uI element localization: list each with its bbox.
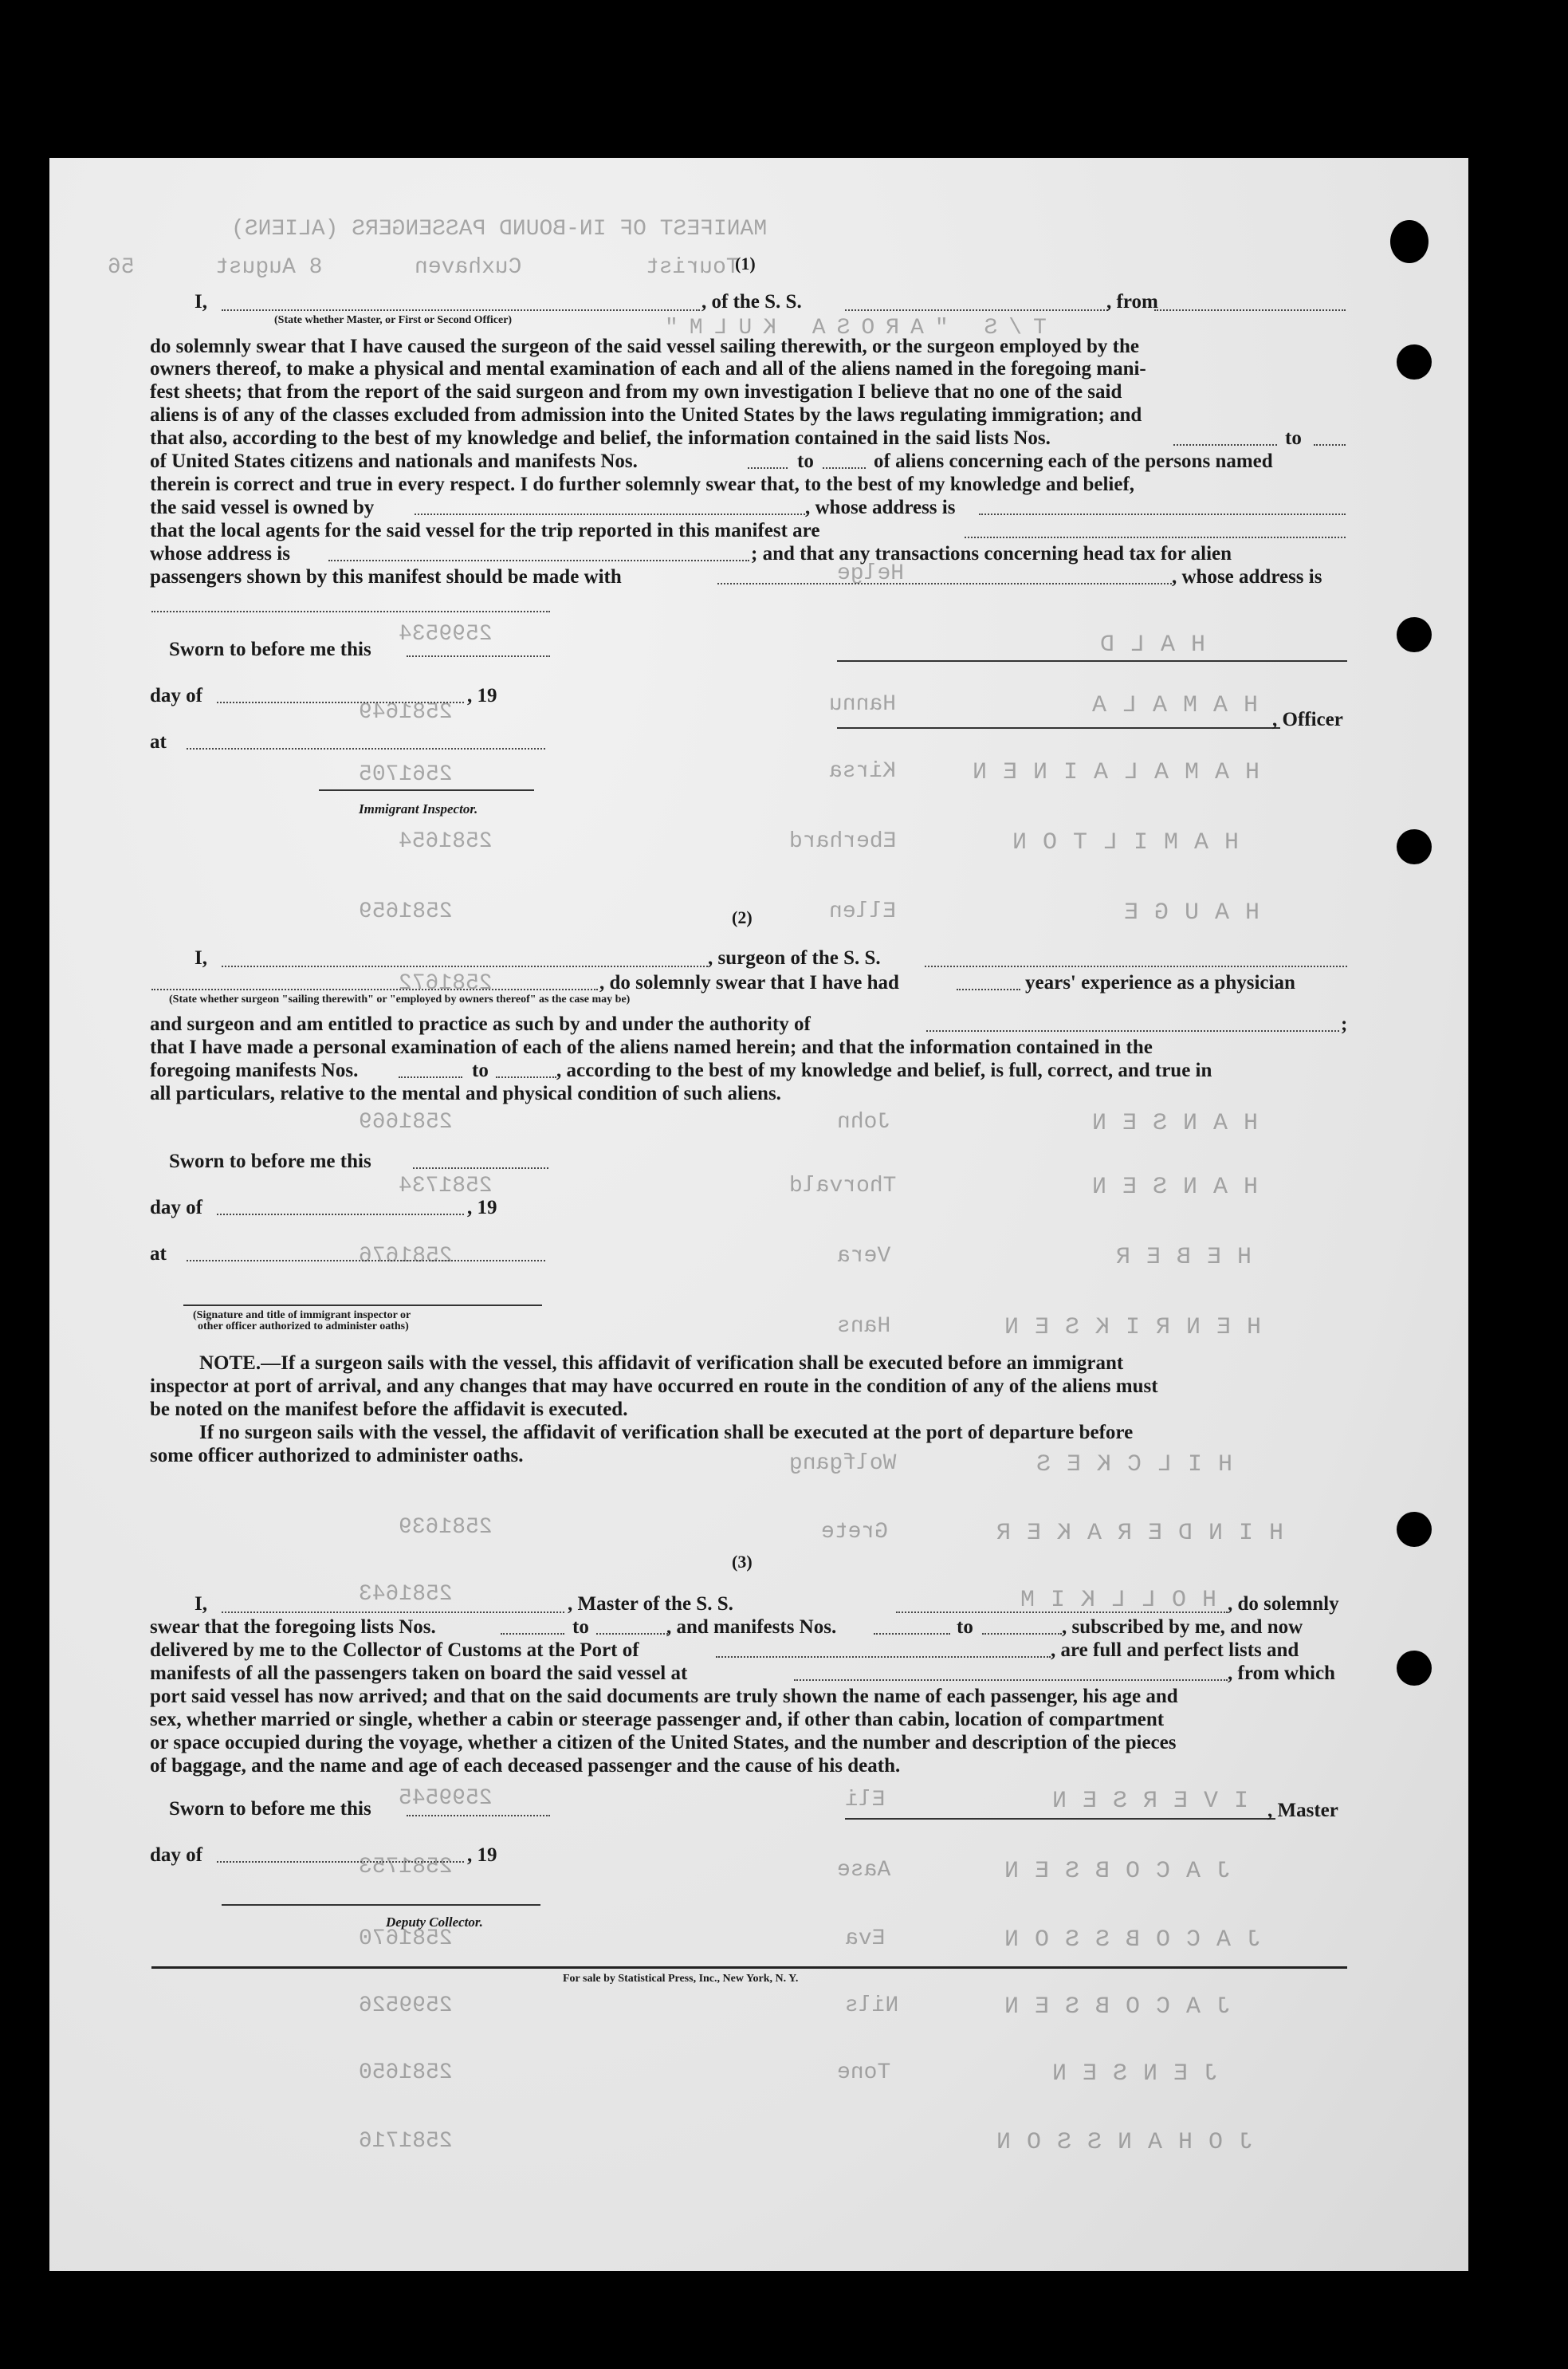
section-2-i: I, <box>195 947 207 969</box>
surgeon-line: and surgeon and am entitled to practice as such by and under the authority of <box>150 1013 811 1035</box>
show-through-given: John <box>837 1110 891 1135</box>
to-label: to <box>572 1616 589 1638</box>
oath-line: that the local agents for the said vessel for the trip reported in this manifest are <box>150 520 820 541</box>
of-ss-label: , of the S. S. <box>701 291 802 313</box>
year-label: , 19 <box>467 1197 497 1218</box>
show-through-given: Thorvald <box>789 1174 897 1198</box>
note-text: NOTE.—If a surgeon sails with the vessel, this affidavit of verification shall be executed before an immigrant <box>199 1352 1124 1374</box>
show-through-surname: JOHANSSON <box>980 2129 1254 2156</box>
show-through-surname: HALD <box>1084 632 1206 659</box>
according-text: , according to the best of my knowledge and belief, is full, correct, and true in <box>556 1060 1212 1081</box>
master-lists-from-field[interactable] <box>501 1633 564 1635</box>
show-through-header: MANIFEST OF IN-BOUND PASSENGERS (ALIENS) <box>231 217 768 242</box>
binder-hole <box>1397 617 1432 652</box>
at-label: at <box>150 1243 167 1265</box>
section-1-i: I, <box>195 291 207 313</box>
surgeon-name-field[interactable] <box>222 966 708 967</box>
show-through-number: 2581643 <box>359 1582 453 1607</box>
head-tax-text: ; and that any transactions concerning head tax for alien <box>751 543 1232 565</box>
surgeon-line: that I have made a personal examination of each of the aliens named herein; and that the information contained in the <box>150 1037 1153 1058</box>
officer-signature-line <box>837 660 1347 662</box>
note-text: inspector at port of arrival, and any changes that may have occurred en route in the condition of any of the aliens must <box>150 1375 1158 1397</box>
show-through-header: T/S "AROSA KULM" <box>654 316 1047 340</box>
full-lists-text: , are full and perfect lists and <box>1051 1639 1299 1661</box>
footer-rule <box>151 1966 1347 1969</box>
section-2-number: (2) <box>732 907 753 927</box>
show-through-given: Eva <box>845 1926 886 1951</box>
master-manifests-from-field[interactable] <box>874 1633 950 1635</box>
collector-caption: Deputy Collector. <box>386 1914 483 1930</box>
show-through-header: 56 <box>108 255 135 280</box>
do-swear-text: , do solemnly swear that I have had <box>599 972 899 994</box>
show-through-given: Kirsa <box>829 759 897 784</box>
lists-nos-to-field[interactable] <box>1314 444 1346 446</box>
show-through-surname: JACOBSEN <box>988 1993 1232 2021</box>
at-label: at <box>150 731 167 753</box>
day-of-field[interactable] <box>217 1861 464 1863</box>
from-label: , from <box>1106 291 1158 313</box>
binder-hole <box>1397 344 1432 380</box>
show-through-surname: HAMALAINEN <box>957 759 1260 786</box>
oath-line: passengers shown by this manifest should be made with <box>150 566 622 588</box>
show-through-surname: HANSEN <box>1076 1110 1259 1137</box>
master-manifests-to-field[interactable] <box>982 1633 1062 1635</box>
oath-line: the said vessel is owned by <box>150 497 375 518</box>
sworn-label: Sworn to before me this <box>169 1151 371 1172</box>
show-through-surname: HENRIKSEN <box>988 1314 1262 1341</box>
whose-address-label: , whose address is <box>805 497 956 518</box>
sworn-date-field[interactable] <box>407 655 550 657</box>
master-of-ss-label: , Master of the S. S. <box>568 1593 733 1615</box>
surgeon-line: foregoing manifests Nos. <box>150 1060 359 1081</box>
sworn-label: Sworn to before me this <box>169 1798 371 1820</box>
manifests-nos-from-field[interactable] <box>748 467 788 469</box>
section-3-i: I, <box>195 1593 207 1615</box>
show-through-given: Eberhard <box>789 829 897 854</box>
binder-hole <box>1390 220 1428 263</box>
show-through-given: Aase <box>837 1858 891 1883</box>
master-signature-line <box>845 1818 1275 1820</box>
surgeon-of-ss-label: , surgeon of the S. S. <box>708 947 881 969</box>
show-through-surname: HEBER <box>1100 1244 1252 1271</box>
collector-port-field[interactable] <box>716 1656 1051 1658</box>
note-text: some officer authorized to administer oaths. <box>150 1445 524 1466</box>
show-through-number: 2581649 <box>359 700 453 725</box>
to-label: to <box>797 451 814 472</box>
at-place-field[interactable] <box>187 748 545 750</box>
signature-caption: other officer authorized to administer oaths) <box>198 1320 409 1332</box>
show-through-given: Ellen <box>829 899 897 924</box>
oath-line: do solemnly swear that I have caused the surgeon of the said vessel sailing therewith, or the surgeon employed by the <box>150 336 1139 357</box>
oath-line: owners thereof, to make a physical and mental examination of each and all of the aliens named in the foregoing mani- <box>150 358 1146 380</box>
whose-address-label: , whose address is <box>1172 566 1322 588</box>
embark-port-field[interactable] <box>794 1679 1228 1681</box>
sworn-date-field[interactable] <box>407 1815 550 1816</box>
section-1-number: (1) <box>735 254 756 273</box>
show-through-surname: HAMALA <box>1076 692 1259 719</box>
show-through-number: 2581639 <box>399 1515 493 1540</box>
day-of-label: day of <box>150 1197 202 1218</box>
agents-field[interactable] <box>965 537 1346 538</box>
to-label: to <box>1285 427 1302 449</box>
show-through-surname: HAUGE <box>1108 899 1260 927</box>
day-of-label: day of <box>150 1844 202 1866</box>
show-through-number: 2581654 <box>399 829 493 854</box>
oath-line: fest sheets; that from the report of the said surgeon and from my own investigation I believe that no one of the said <box>150 381 1122 403</box>
subscribed-text: , subscribed by me, and now <box>1062 1616 1303 1638</box>
year-label: , 19 <box>467 685 497 706</box>
show-through-number: 2561705 <box>359 762 453 787</box>
inspector-caption: Immigrant Inspector. <box>359 801 478 817</box>
show-through-header: Cuxhaven <box>415 255 522 280</box>
oath-line: therein is correct and true in every respect. I do further solemnly swear that, to the best of my knowledge and belief, <box>150 474 1135 495</box>
oath-line: that also, according to the best of my knowledge and belief, the information contained in the said lists Nos. <box>150 427 1051 449</box>
show-through-given: Nils <box>845 1993 899 2018</box>
owner-address-field[interactable] <box>979 514 1346 515</box>
binder-hole <box>1397 1651 1432 1686</box>
to-label: to <box>957 1616 973 1638</box>
show-through-header: 8 August <box>215 255 323 280</box>
years-text: years' experience as a physician <box>1025 972 1295 994</box>
master-line: port said vessel has now arrived; and that on the said documents are truly shown the name of each passenger, his age and <box>150 1686 1178 1707</box>
show-through-number: 2581716 <box>359 2129 453 2154</box>
show-through-given: Tone <box>837 2060 891 2085</box>
of-aliens-text: of aliens concerning each of the persons named <box>874 451 1273 472</box>
note-text: be noted on the manifest before the affidavit is executed. <box>150 1399 628 1420</box>
sworn-label: Sworn to before me this <box>169 639 371 660</box>
signature-caption: (Signature and title of immigrant inspector or <box>193 1309 411 1321</box>
head-tax-party-field[interactable] <box>717 583 1172 584</box>
show-through-number: 2581734 <box>399 1174 493 1198</box>
show-through-given: Hans <box>837 1314 891 1339</box>
show-through-number: 2581669 <box>359 1110 453 1135</box>
day-of-field[interactable] <box>217 1214 464 1215</box>
oath-line: of United States citizens and nationals and manifests Nos. <box>150 451 638 472</box>
surgeon-ship-field[interactable] <box>925 966 1347 967</box>
binder-hole <box>1397 829 1432 864</box>
master-name-field[interactable] <box>222 1611 564 1613</box>
authority-field[interactable] <box>926 1030 1339 1032</box>
show-through-given: Eli <box>845 1788 886 1812</box>
master-label: , Master <box>1267 1800 1338 1821</box>
master-line: delivered by me to the Collector of Customs at the Port of <box>150 1639 639 1661</box>
oath-line: whose address is <box>150 543 290 565</box>
master-line: of baggage, and the name and age of each deceased passenger and the cause of his death. <box>150 1755 901 1777</box>
master-line: or space occupied during the voyage, whether a citizen of the United States, and the number and description of the pieces <box>150 1732 1177 1753</box>
master-ship-field[interactable] <box>896 1611 1228 1613</box>
show-through-header: Tourist <box>646 255 740 280</box>
show-through-surname: JACOBSSON <box>988 1926 1262 1954</box>
show-through-number: 2581650 <box>359 2060 453 2085</box>
show-through-given: Wolfgang <box>789 1451 897 1476</box>
lists-nos-from-field[interactable] <box>1173 444 1277 446</box>
ship-name-field[interactable] <box>845 309 1108 311</box>
surgeon-manifests-from-field[interactable] <box>399 1076 462 1078</box>
show-through-number: 2581672 <box>399 971 493 996</box>
officer-signature-line <box>183 1305 542 1306</box>
show-through-surname: HOLLKIM <box>1004 1587 1217 1614</box>
collector-signature-line <box>222 1904 540 1906</box>
show-through-surname: JENSEN <box>1036 2060 1219 2088</box>
show-through-number: 2581659 <box>359 899 453 924</box>
at-place-field[interactable] <box>187 1260 545 1261</box>
officer-name-line <box>837 727 1280 729</box>
master-line: swear that the foregoing lists Nos. <box>150 1616 436 1638</box>
show-through-number: 2599545 <box>399 1786 493 1811</box>
semicolon: ; <box>1341 1013 1348 1035</box>
show-through-number: 2599526 <box>359 1993 453 2018</box>
from-which-text: , from which <box>1228 1663 1335 1684</box>
years-experience-field[interactable] <box>957 989 1020 990</box>
inspector-signature-line <box>319 789 534 791</box>
officer-caption: (State whether Master, or First or Second Officer) <box>274 314 513 326</box>
surgeon-status-field[interactable] <box>151 989 598 990</box>
show-through-surname: HANSEN <box>1076 1174 1259 1201</box>
show-through-given: Helge <box>837 561 905 586</box>
show-through-given: Hannu <box>829 692 897 717</box>
show-through-surname: IVERSEN <box>1036 1788 1249 1815</box>
show-through-number: 2581676 <box>359 1244 453 1269</box>
and-manifests-label: , and manifests Nos. <box>666 1616 837 1638</box>
master-lists-to-field[interactable] <box>596 1633 668 1635</box>
sworn-date-field[interactable] <box>413 1167 548 1169</box>
show-through-surname: HILCKES <box>1020 1451 1233 1478</box>
show-through-number: 2581670 <box>359 1926 453 1951</box>
manifests-nos-to-field[interactable] <box>823 467 866 469</box>
master-line: sex, whether married or single, whether a cabin or steerage passenger and, if other than cabin, location of compartment <box>150 1709 1165 1730</box>
note-text: If no surgeon sails with the vessel, the affidavit of verification shall be executed at the port of departure before <box>199 1422 1134 1443</box>
show-through-given: Grete <box>821 1520 889 1545</box>
agents-address-field[interactable] <box>328 560 749 561</box>
show-through-surname: HINDERAKER <box>980 1520 1284 1547</box>
oath-line: aliens is of any of the classes excluded from admission into the United States by the laws regulating immigration; and <box>150 404 1142 426</box>
show-through-number: 2599534 <box>399 622 493 647</box>
show-through-surname: HAMILTON <box>996 829 1240 856</box>
section-3-number: (3) <box>732 1552 753 1572</box>
surgeon-manifests-to-field[interactable] <box>496 1076 556 1078</box>
year-label: , 19 <box>467 1844 497 1866</box>
officer-name-field[interactable] <box>222 309 700 311</box>
surgeon-caption: (State whether surgeon "sailing therewith" or "employed by owners thereof" as the case may be) <box>169 994 631 1005</box>
to-label: to <box>472 1060 489 1081</box>
do-solemnly-text: , do solemnly <box>1228 1593 1339 1615</box>
officer-label: , Officer <box>1272 709 1343 730</box>
head-tax-address-field[interactable] <box>151 611 550 612</box>
printer-imprint: For sale by Statistical Press, Inc., New York, N. Y. <box>563 1973 799 1985</box>
master-line: manifests of all the passengers taken on board the said vessel at <box>150 1663 688 1684</box>
show-through-number: 2581753 <box>359 1855 453 1879</box>
day-of-label: day of <box>150 685 202 706</box>
show-through-given: Vera <box>837 1244 891 1269</box>
from-port-field[interactable] <box>1154 309 1346 311</box>
binder-hole <box>1397 1512 1432 1547</box>
show-through-surname: JACOBSEN <box>988 1858 1232 1885</box>
owner-field[interactable] <box>415 514 805 515</box>
day-of-field[interactable] <box>217 702 464 703</box>
surgeon-line: all particulars, relative to the mental and physical condition of such aliens. <box>150 1083 781 1104</box>
